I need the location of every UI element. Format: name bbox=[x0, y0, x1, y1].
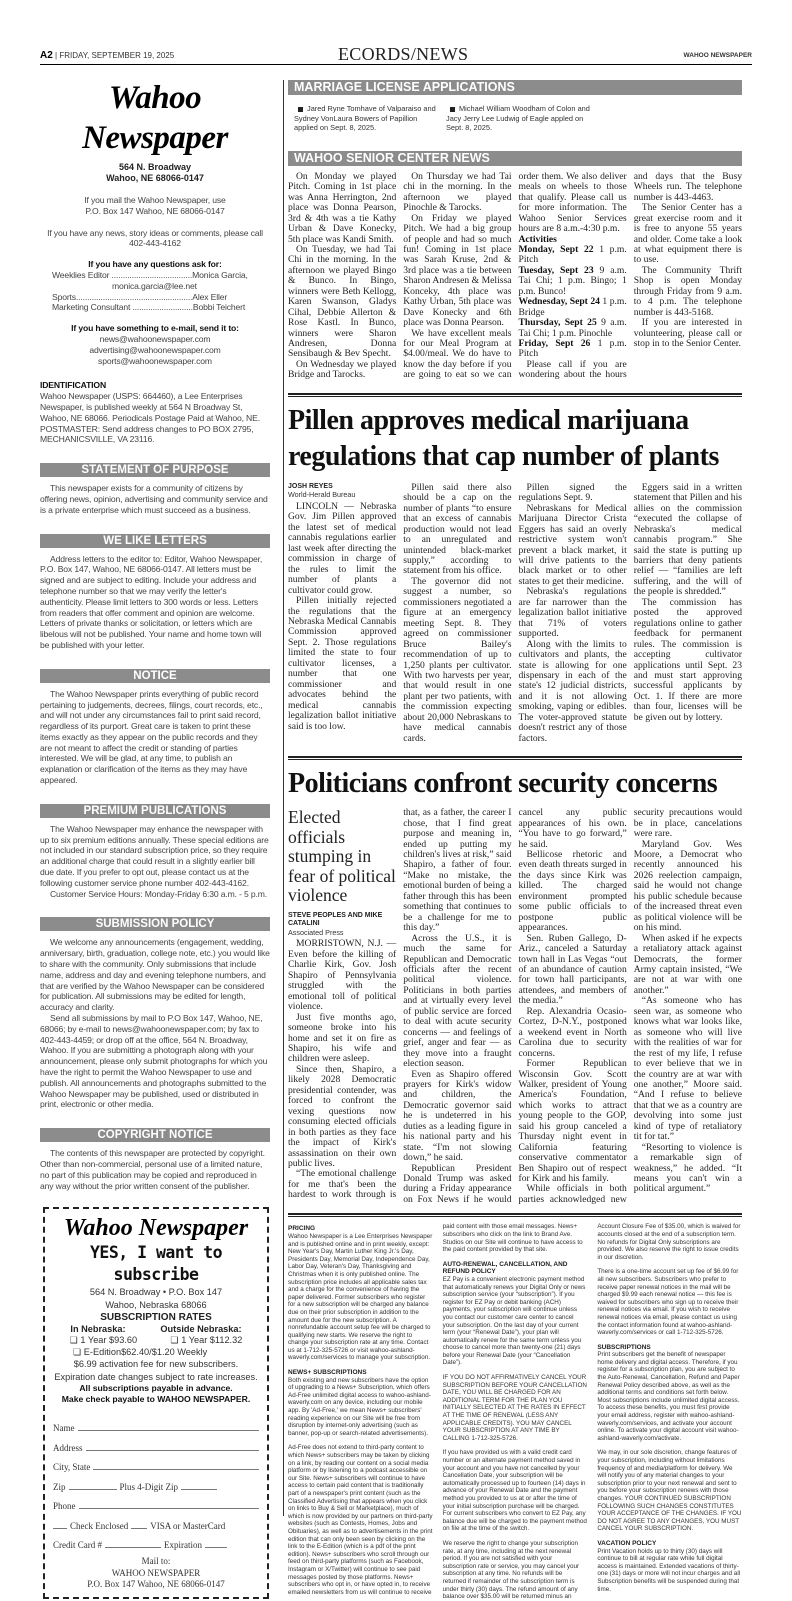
paragraph: Former Republican Wisconsin Gov. Scott Walker, president of Young America's Foundation, which works to attract young people to the GOP, said his group canceled a Thursday night event in California featuring conservative commentator Ben Shapiro out of respect for Kirk and his family. bbox=[518, 1058, 627, 1185]
entry-text: Michael William Woodham of Colon and Jacy Jerry Lee Ludwig of Eagle appled on Sept. 8, 2025. bbox=[446, 104, 590, 133]
politicians-body bbox=[288, 808, 742, 1205]
paragraph bbox=[519, 245, 627, 266]
advance-note: All subscriptions payable in advance. bbox=[79, 1382, 233, 1393]
paragraph: On Thursday we had Tai chi in the morning. In the afternoon we played Pinochle & Tarocks. bbox=[403, 170, 512, 214]
email-heading: If you have something to e-mail, send it to: bbox=[71, 323, 239, 334]
coupon-headline: YES, I want to subscribe bbox=[89, 1243, 223, 1285]
letters-text bbox=[40, 554, 270, 651]
left-column bbox=[40, 78, 270, 1599]
paragraph bbox=[519, 318, 627, 339]
paragraph: Nebraska's regulations are far narrower than the legalization ballot initiative that 71% of voters supported. bbox=[518, 586, 627, 640]
schedule-detail: 1 p.m. Pitch bbox=[518, 243, 627, 266]
politicians-headline bbox=[288, 764, 742, 804]
paragraph: The Wahoo Newspaper may enhance the newspaper with up to six premium editions annually. These special editions are not included in our standard subscription price, so they require an additional charge that could result in a slightly earlier bill due date. If you prefer to opt out, please contact us at the following customer service phone number 402-443-4162. bbox=[40, 823, 269, 888]
pillen-body bbox=[288, 483, 742, 744]
eedition-rate-checkbox[interactable]: ❏ E-Edition$62.40/$1.20 Weekly bbox=[73, 1346, 208, 1357]
section-header-notice: NOTICE bbox=[40, 669, 270, 683]
section-header-copyright: COPYRIGHT NOTICE bbox=[40, 1128, 270, 1142]
schedule-detail: 9 a.m. Tai Chi; 1 p.m. Pinochle bbox=[518, 317, 627, 339]
coupon-logo: Wahoo Newspaper bbox=[63, 1215, 249, 1242]
paragraph: On Tuesday, we had Tai Chi in the morning. In the afternoon we played Bingo & Bunco. In Bingo, winners were Beth Kellogg, Karen Swanson, Gladys Cihal, Debbie Allerton & Rose Kastl. In Bunco, winners were Sharon Andresen, Donna Sensibaugh & Bev Specht. bbox=[288, 243, 397, 360]
section-header-letters: WE LIKE LETTERS bbox=[40, 534, 270, 548]
bullet-icon bbox=[298, 107, 303, 112]
marriage-entry bbox=[294, 104, 438, 133]
mail-to-name: WAHOO NEWSPAPER bbox=[111, 1567, 201, 1578]
policy-paragraph: We may, in our sole discretion, change features of your subscription, including without limitations frequency of and media/platform for delivery. We will notify you of any material changes to your subscription prior to your next renewal and sent to you before your subscription renews with those changes. YOUR CONTINUED SUBSCRIPTION FOLLOWING SUCH CHANGES CONSTITUTES YOUR ACCEPTANCE OF THE CHANGES. IF YOU DO NOT AGREE TO ANY CHANGES, YOU MUST CANCEL YOUR SUBSCRIPTION. bbox=[597, 1449, 742, 1533]
policy-paragraph: If you have provided us with a valid credit card number or an alternate payment method saved in your account and you have not cancelled by your Cancellation Date, your subscription will be automatically processed up to fourteen (14) days in advance of your Renewal Date and the payment method you provided to us at or after the time of your initial subscription purchase will be charged. For current subscribers who convert to EZ Pay, any balance due will be charged to the payment method on file at the time of the switch. bbox=[442, 1449, 587, 1533]
paragraph: Maryland Gov. Wes Moore, a Democrat who recently announced his 2026 reelection campaign, said he would not change his public schedule because of the increased threat even as political violence will be on his mind. bbox=[633, 838, 742, 934]
schedule-day: Tuesday, Sept 23 bbox=[518, 264, 594, 276]
schedule-detail: 1 p.m. Pitch bbox=[518, 338, 627, 360]
policy-paragraph: Print subscribers get the benefit of newspaper home delivery and digital access. Therefore, if you register for a subscription plan, you are subject to the Auto-Renewal, Cancellation, Refund and Paper Renewal Policy described above, as well as the additional terms and conditions set forth below. Most subscriptions include unlimited digital access. To access these benefits, you must first provide your email address, register with wahoo-ashland-waverly.com/services, and activate your account online. To activate your digital account visit wahoo-ashland-waverly.com/activate. bbox=[597, 1351, 740, 1442]
contact bbox=[52, 302, 270, 313]
policy-paragraph: Ad-Free does not extend to third-party content to which News+ subscribers may be taken by clicking on a link, by reading our content on a social media platform or by listening to a podcast accessible on our Site. News+ subscribers will continue to have access to certain paid content that is traditionally part of a newspaper's print content (such as the Classified Advertising that appears when you click on links to Buy & Sell or Marketplace), much of which is now provided by our partners on third-party websites (such as Contests, Homes, Jobs and Obituaries), as well as to advertisements in the print edition that can only been seen by clicking on the link to the E-Edition (which is a pdf of the print edition). News+ subscribers who scroll through our feed on third-party platforms (such as Facebook, Instagram or X/Twitter) will continue to see paid messages posted by those platforms. News+ subscribers who opt in, or have opted in, to receive emailed newsletters from us will continue to receive paid content with those email messages. News+ subscribers who click on the link to Brand Ave. Studios on our Site will continue to have access to the paid content provided by that site. bbox=[288, 1223, 583, 1596]
copyright-text bbox=[40, 1148, 270, 1191]
byline-outlet: Associated Press bbox=[288, 927, 344, 937]
column-divider bbox=[283, 80, 284, 1516]
section-header-submission: SUBMISSION POLICY bbox=[40, 917, 270, 931]
byline-author: STEVE PEOPLES AND MIKE CATALINI bbox=[288, 911, 383, 928]
paragraph: Just five months ago, someone broke into his home and set it on fire as Shapiro, his wife and children were asleep. bbox=[288, 1011, 397, 1065]
policy-heading: AUTO-RENEWAL, CANCELLATION, AND REFUND POLICY bbox=[442, 1260, 568, 1276]
policy-paragraph: There is a one-time account set up fee of $6.99 for all new subscribers. Subscribers who prefer to receive paper renewal notices in the mail will be charged $9.99 each renewal notice — this fee is waived for subscribers who sign up to receive their renewal notices via email. If you wish to receive renewal notices via email, please contact us using the contact information found at wahoo-ashland-waverly.com/services or call 1-712-325-5726. bbox=[597, 1268, 739, 1337]
section-header-purpose: STATEMENT OF PURPOSE bbox=[40, 463, 270, 477]
contact-role: Sports.................................................... bbox=[52, 291, 193, 302]
email-info bbox=[40, 323, 270, 366]
contact-list bbox=[40, 270, 270, 313]
paragraph: Since then, Shapiro, a likely 2028 Democratic presidential contender, was forced to confront the vexing questions now consuming elected officials in both parties as they face the impact of Kirk's assassination on their own public lives. bbox=[288, 1063, 397, 1169]
paragraph: Bellicose rhetoric and even death threats surged in the days since Kirk was killed. The charged environment prompted some public officials to postpone public appearances. bbox=[518, 848, 627, 934]
paragraph: Eggers said in a written statement that Pillen and his allies on the commission “executed the collapse of Nebraska's medical cannabis program.” She said the state is putting up barriers that deny patients relief — “families are left suffering, and the will of the people is shredded.” bbox=[633, 481, 742, 598]
coupon-address: 564 N. Broadway • P.O. Box 147 bbox=[89, 1287, 223, 1298]
check-note: Make check payable to WAHOO NEWSPAPER. bbox=[61, 1394, 251, 1405]
identification bbox=[40, 380, 270, 445]
field-label: Phone bbox=[53, 1501, 76, 1512]
contact-name: monica.garcia@lee.net bbox=[112, 280, 197, 291]
marriage-list bbox=[288, 104, 742, 133]
contact-name: Alex Eller bbox=[192, 291, 228, 302]
paragraph: MORRISTOWN, N.J. — Even before the killing of Charlie Kirk, Gov. Josh Shapiro of Pennsylvania struggled with the emotional toll of political violence. bbox=[288, 938, 397, 1013]
policy-paragraph: Wahoo Newspaper is a Lee Enterprises Newspaper and is published online and in print weekly, except: New Year's Day, Martin Luther King Jr.'s Day, Presidents Day, Memorial Day, Independence Day, Labor Day, Veteran's Day, Thanksgiving and Christmas when it is only published online. The subscription price includes all applicable sales tax and a charge for the convenience of having the paper delivered. Former subscribers who register for a new subscription will be charged any balance due on their prior subscription in addition to the amount due for the new subscription. A nonrefundable account setup fee will be charged to qualifying new starts. We reserve the right to change your subscription rate at any time. Contact us at 1-712-325-5726 or visit wahoo-ashland-waverly.com/services to manage your subscription. bbox=[288, 1232, 433, 1362]
paragraph: The Wahoo Newspaper prints everything of public record pertaining to judgements, decrees, filings, court records, etc., and will not under any circumstances fail to print said record, regardless of its purport. Great care is taken to print these items exactly as they appear on the public records and they are not meant to affect the credit or standing of parties interested. We will be glad, at any time, to publish an explanation or clarification of the items as they may have appeared. bbox=[40, 688, 263, 786]
news-info bbox=[40, 228, 270, 250]
article-divider bbox=[288, 393, 742, 397]
policy-heading: VACATION POLICY bbox=[597, 1539, 657, 1547]
field-label: Name bbox=[53, 1423, 75, 1434]
paragraph: If you are interested in volunteering, please call or stop in to the Senior Center. bbox=[633, 317, 742, 350]
mail-line: If you mail the Wahoo Newspaper, use bbox=[84, 195, 226, 205]
header-divider bbox=[40, 64, 752, 65]
article-divider bbox=[288, 1213, 742, 1217]
mail-line: P.O. Box 147 Wahoo, NE 68066-0147 bbox=[85, 205, 225, 216]
mail-info bbox=[40, 195, 270, 217]
news-phone: 402-443-4162 bbox=[129, 238, 181, 249]
paragraph: The governor did not suggest a number, so commissioners negotiated a figure at an emergency meeting Sept. 8. They agreed on commissioner Bruce Bailey's recommendation of up to 1,250 plants per cultivator. With two harvests per year, that would result in one plant per two patients, with the commission expecting about 20,000 Nebraskans to have medical cannabis cards. bbox=[403, 575, 512, 744]
paragraph: We welcome any announcements (engagement, wedding, anniversary, birth, graduation, college note, etc.) you would like to share with the community. Only submissions that include name, address and day and evening telephone numbers, and that are verified by the Wahoo Newspaper can be considered for publication. All submissions may be edited for length, accuracy and clarity. bbox=[40, 937, 270, 1013]
contacts-heading: If you have any questions ask for: bbox=[88, 259, 222, 270]
address-line: Wahoo, NE 68066-0147 bbox=[106, 173, 204, 183]
headline-line: regulations that cap number of plants bbox=[288, 440, 719, 472]
out-state-label: Outside Nebraska: bbox=[160, 1323, 242, 1334]
masthead-logo: Wahoo Newspaper bbox=[82, 80, 228, 156]
policy-heading: NEWS+ SUBSCRIPTIONS bbox=[288, 1369, 367, 1377]
policy-paragraph: IF YOU DO NOT AFFIRMATIVELY CANCEL YOUR SUBSCRIPTION BEFORE YOUR CANCELLATION DATE, YOU WILL BE CHARGED FOR AN ADDITIONAL TERM FOR THE PLAN YOU INITIALLY SELECTED AT THE RATES IN EFFECT AT THE TIME OF RENEWAL (LESS ANY APPLICABLE CREDITS). YOU MAY CANCEL YOUR SUBSCRIPTION AT ANY TIME BY CALLING 1-712-325-5726. bbox=[442, 1374, 587, 1442]
policy-heading: PRICING bbox=[288, 1225, 316, 1233]
subscription-form bbox=[53, 1414, 259, 1551]
section-header-senior: WAHOO SENIOR CENTER NEWS bbox=[288, 151, 742, 166]
contact bbox=[52, 292, 270, 303]
article-deck: Elected officials stumping in fear of political violence bbox=[288, 807, 396, 906]
paragraph: The Senior Center has a great exercise room and it is free to anyone 55 years and older. Come take a look at what equipment there is to use. bbox=[633, 202, 742, 266]
paragraph: Please call if you are wondering about the hours and days that the Busy Wheels run. The telephone number is 443-4463. bbox=[518, 170, 742, 381]
policy-heading: SUBSCRIPTIONS bbox=[597, 1343, 651, 1351]
mail-to-label: Mail to: bbox=[141, 1556, 171, 1567]
paragraph: On Wednesday we played Bridge and Tarocks. bbox=[288, 358, 397, 381]
section-name: ECORDS/NEWS bbox=[338, 44, 469, 64]
paragraph: When asked if he expects a retaliatory attack against Democrats, the former Army captain insisted, “We are not at war with one another.” bbox=[633, 932, 742, 996]
senior-body bbox=[288, 172, 742, 381]
headline-line: Politicians confront security concerns bbox=[288, 768, 718, 800]
contact-name: Bobbi Teichert bbox=[192, 302, 246, 313]
schedule-day: Monday, Sept 22 bbox=[518, 243, 594, 255]
rates-heading: SUBSCRIPTION RATES bbox=[100, 1311, 212, 1323]
bullet-icon bbox=[450, 107, 455, 112]
page-folio bbox=[40, 50, 174, 61]
headline-line: Pillen approves medical marijuana bbox=[288, 404, 689, 436]
out-state-rate-checkbox[interactable]: ❏ 1 Year $112.32 bbox=[170, 1335, 243, 1346]
schedule-day: Friday, Sept 26 bbox=[518, 338, 591, 350]
news-line: If you have any news, story ideas or comments, please call bbox=[47, 227, 263, 238]
mail-to-address: P.O. Box 147 Wahoo, NE 68066-0147 bbox=[87, 1579, 225, 1590]
byline-outlet: World-Herald Bureau bbox=[288, 490, 356, 500]
right-column bbox=[288, 80, 742, 1601]
paragraph: Pillen signed the regulations Sept. 9. bbox=[518, 481, 627, 504]
in-state-rate-checkbox[interactable]: ❏ 1 Year $93.60 bbox=[69, 1335, 138, 1346]
marriage-entry bbox=[446, 104, 590, 133]
issue-date: FRIDAY, SEPTEMBER 19, 2025 bbox=[59, 51, 175, 60]
page-number: A2 bbox=[40, 50, 53, 61]
pillen-headline bbox=[288, 403, 742, 475]
payment-method-field[interactable] bbox=[53, 1511, 259, 1531]
name-field[interactable] bbox=[53, 1414, 259, 1434]
email-link[interactable]: news@wahoonewspaper.com bbox=[99, 333, 211, 344]
in-state-label: In Nebraska: bbox=[70, 1323, 126, 1334]
paragraph: While officials in both parties acknowledged new security precautions would be in place, cancelations were rare. bbox=[518, 807, 742, 1205]
paragraph: Address letters to the editor to: Editor, Wahoo Newspaper, P.O. Box 147, Wahoo, NE 68066-0147. All letters must be signed and are subject to editing. Include your address and telephone number so that we may verify the letter's authenticity. Please limit letters to 300 words or less. Letters from readers that offer comment and opinion are welcome. Letters of private thanks or solicitation, or letters which are libelous will not be published. Your name and home town will be published with your letter. bbox=[40, 553, 263, 650]
credit-card-field[interactable] bbox=[53, 1531, 259, 1551]
policy-paragraph: Both existing and new subscribers have the option of upgrading to a News+ Subscription, which offers Ad-Free unlimited digital access to wahoo-ashland-waverly.com on any device, including our mobile app. By 'Ad-Free,' we mean News+ subscribers' reading experience on our Site will be free from disruption by internet-only advertising (such as banner, pop-up or search-related advertisements). bbox=[288, 1376, 431, 1437]
mail-to bbox=[53, 1556, 259, 1591]
schedule-detail: 1 p.m. Bridge bbox=[518, 296, 627, 318]
paragraph: Nebraskans for Medical Marijuana Director Crista Eggers has said an overly restrictive system won't prevent a black market, it will drive patients to the black market or to other states to get their medicine. bbox=[518, 502, 627, 587]
premium-text bbox=[40, 824, 270, 900]
contact bbox=[52, 270, 270, 281]
field-label: Zip bbox=[53, 1481, 66, 1492]
email-link[interactable]: advertising@wahoonewspaper.com bbox=[89, 344, 221, 355]
paragraph: The Community Thrift Shop is open Monday through Friday from 9 a.m. to 4 p.m. The telephone number is 443-5168. bbox=[633, 264, 742, 318]
paragraph: Pillen said there also should be a cap on the number of plants “to ensure that an excess of cannabis production would not lead to an unregulated and unintended black-market supply,” according to statement from his office. bbox=[403, 481, 512, 577]
address-field[interactable] bbox=[53, 1433, 259, 1453]
paragraph: LINCOLN — Nebraska Gov. Jim Pillen approved the latest set of medical cannabis regulations earlier last week after directing the commission in charge of the rules to limit the number of plants a cultivator could grow. bbox=[288, 501, 397, 596]
paragraph: Even as Shapiro offered prayers for Kirk's widow and children, the Democratic governor said he is undeterred in his duties as a leading figure in his national party and his state. “I'm not slowing down,” he said. bbox=[403, 1068, 512, 1164]
paragraph: On Friday we played Pitch. We had a big group of people and had so much fun! Coming in 1st place was Sarah Kruse, 2nd & 3rd place was a tie between Sharon Andresen & Melissa Konceky, 4th place was Kathy Urban, 5th place was Dave Konecky and 6th place was Donna Pearson. bbox=[403, 212, 512, 329]
identification-text: Wahoo Newspaper (USPS: 664460), a Lee Enterprises Newspaper, is published weekly at 564 N Broadway St, Wahoo, NE 68066. Periodicals Postage Paid at Wahoo, NE. POSTMASTER: Send address changes to PO BOX 2795, MECHANICSVILLE, VA 23116. bbox=[40, 391, 260, 445]
paragraph: Sen. Ruben Gallego, D-Ariz., canceled a Saturday town hall in Las Vegas “out of an abundance of caution for town hall participants, attendees, and members of the media.” bbox=[518, 932, 627, 1007]
field-label: Expiration bbox=[164, 1540, 202, 1551]
masthead-address bbox=[40, 162, 270, 184]
submission-text bbox=[40, 937, 270, 1110]
paragraph: We have excellent meals for our Meal Program at $4.00/meal. We do have to know the day before if you are going to eat so we can order them. We also deliver meals on wheels to those that qualify. Please call us for more information. The Wahoo Senior Services hours are 8 a.m.-4:30 p.m. bbox=[403, 170, 627, 381]
policy-paragraph: EZ Pay is a convenient electronic payment method that automatically renews your Digital Only or news subscription service (your “subscription”). If you register for EZ Pay or debit banking (ACH) payments, your subscription will continue unless you contact our customer care center to cancel your subscription. On the last day of your current term (your “Renewal Date”), your plan will automatically renew for the same term unless you choose to cancel more than twenty-one (21) days before your Renewal Date (your “Cancellation Date”). bbox=[442, 1275, 586, 1367]
byline-author: JOSH REYES bbox=[288, 482, 333, 490]
article-divider bbox=[288, 756, 742, 760]
field-label: City, State bbox=[53, 1462, 91, 1473]
contact-name: Monica Garcia, bbox=[192, 269, 248, 280]
city-state-field[interactable] bbox=[53, 1453, 259, 1473]
field-label: Plus 4-Digit Zip bbox=[119, 1481, 179, 1492]
email-list bbox=[40, 334, 270, 366]
paragraph: Along with the limits to cultivators and plants, the state is allowing for one dispensary in each of the state's 12 judicial districts, and it is not allowing smoking, vaping or edibles. The voter-approved statute doesn't restrict any of those factors. bbox=[518, 638, 627, 744]
expiration-note: Expiration date changes subject to rate increases. bbox=[54, 1371, 258, 1382]
contact bbox=[52, 281, 270, 292]
paragraph: “Resorting to violence is a remarkable sign of weakness,” he added. “It means you can't win a political argument.” bbox=[633, 1141, 742, 1195]
contact-role: Marketing Consultant ........................... bbox=[52, 302, 193, 313]
section-header-marriage: MARRIAGE LICENSE APPLICATIONS bbox=[288, 80, 742, 95]
paragraph: Send all submissions by mail to P.O Box 147, Wahoo, NE, 68066; by e-mail to news@wahoonewspaper.com; by fax to 402-443-4459; or drop off at the office, 564 N. Broadway, Wahoo. If you are submitting a photograph along with your announcement, please only submit photographs for which you have the right to permit the Wahoo Newspaper to use and publish. All announcements and photographs submitted to the Wahoo Newspaper may be published, used or distributed in print, electronic or other media. bbox=[40, 1013, 268, 1110]
schedule-day: Activities bbox=[518, 233, 557, 245]
field-label: VISA or MasterCard bbox=[150, 1520, 226, 1531]
paragraph: “The emotional challenge for me that's been the hardest to work through is that, as a father, the career I chose, that I find great purpose and meaning in, ended up putting my children's lives at risk,” said Shapiro, a father of four. “Make no mistake, the emotional burden of being a father through this has been something that continues to be a challenge for me to this day.” bbox=[288, 807, 512, 1201]
pillen-paragraphs bbox=[288, 483, 742, 744]
phone-field[interactable] bbox=[53, 1492, 259, 1512]
identification-heading: IDENTIFICATION bbox=[40, 380, 107, 391]
subscription-policies bbox=[288, 1223, 742, 1600]
paragraph: Rep. Alexandria Ocasio-Cortez, D-N.Y., postponed a weekend event in North Carolina due to security concerns. bbox=[518, 1005, 627, 1059]
paragraph: Pillen initially rejected the regulations that the Nebraska Medical Cannabis Commission approved Sept. 2. Those regulations limited the state to four cultivator licenses, a number that one commissioner and advocates behind the medical cannabis legalization ballot initiative said is too low. bbox=[288, 595, 397, 732]
schedule-day: Wednesday, Sept 24 bbox=[518, 296, 600, 308]
purpose-text bbox=[40, 483, 270, 515]
paragraph bbox=[519, 339, 627, 360]
paragraph: Across the U.S., it is much the same for Republican and Democratic officials after the recent political violence. Politicians in both parties and at virtually every level of public service are forced to deal with acute security concerns — and feelings of grief, anger and fear — as they move into a fraught election season. bbox=[403, 932, 512, 1070]
paper-name: WAHOO NEWSPAPER bbox=[683, 52, 752, 59]
email-link[interactable]: sports@wahoonewspaper.com bbox=[98, 355, 212, 366]
paragraph bbox=[519, 266, 627, 297]
activation-fee: $6.99 activation fee for new subscribers. bbox=[73, 1359, 239, 1370]
paragraph: This newspaper exists for a community of citizens by offering news, opinion, advertising and community service and is a private enterprise which must succeed as a business. bbox=[40, 483, 268, 515]
paragraph: The contents of this newspaper are protected by copyright. Other than non-commercial, personal use of a limited nature, no part of this publication may be copied and reproduced in any way without the prior written consent of the publisher. bbox=[40, 1148, 265, 1191]
paragraph: “As someone who has seen war, as someone who knows what war looks like, as someone who will live with the realities of war for the rest of my life, I refuse to ever believe that we in the country are at war with one another,” Moore said. “And I refuse to believe that that we as a country are devolving into some just kind of type of retaliatory tit for tat.” bbox=[633, 995, 742, 1143]
coupon-address: Wahoo, Nebraska 68066 bbox=[105, 1299, 207, 1310]
policy-paragraph: Print Vacation holds up to thirty (30) days will continue to bill at regular rate while full digital access is maintained. Extended vacations of thirty-one (31) days or more will not incur charges and all Subscription benefits will be suspended during that time. bbox=[597, 1547, 741, 1593]
address-line: 564 N. Broadway bbox=[118, 162, 192, 172]
contacts bbox=[40, 259, 270, 313]
paragraph: The commission has posted the approved regulations online to gather feedback for permanent rules. The commission is accepting cultivator applications until Sept. 23 and must start approving successful applicants by Oct. 1. If there are more than four, licenses will be be given out by lottery. bbox=[633, 596, 742, 723]
contact-role: Weeklies Editor .................................... bbox=[52, 269, 193, 280]
section-header-premium: PREMIUM PUBLICATIONS bbox=[40, 804, 270, 818]
zip-field[interactable] bbox=[53, 1472, 259, 1492]
policy-paragraph: We reserve the right to change your subscription rate, at any time, including at the next renewal period. If you are not satisfied with your subscription rate or service, you may cancel your subscription at any time. No refunds will be returned if remainder of the subscription term is under thirty (30) days. The refund amount of any balance over $35.00 will be returned minus an Account Closure Fee of $35.00, which is waived for accounts closed at the end of a subscription term. No refunds for Digital Only subscriptions are provided. We also reserve the right to issue credits in our discretion. bbox=[442, 1223, 741, 1601]
separator: | bbox=[55, 51, 58, 60]
entry-text: Jared Ryne Tomhave of Valparaiso and Sydney VonLaura Bowers of Papillion applied on Sept. 8, 2025. bbox=[294, 104, 436, 133]
paragraph: On Monday we played Pitch. Coming in 1st place was Anna Herrington, 2nd place was Donna Pearson, 3rd & 4th was a tie Kathy Urban & Dave Konecky, 5th place was Kandi Smith. bbox=[288, 170, 397, 245]
paragraph: Republican President Donald Trump was asked during a Friday appearance on Fox News if he would cancel any public appearances of his own. “You have to go forward,” he said. bbox=[403, 807, 627, 1205]
subscription-coupon bbox=[43, 1207, 269, 1598]
field-label: Address bbox=[53, 1442, 83, 1453]
schedule-day: Thursday, Sept 25 bbox=[518, 317, 597, 329]
field-label: Credit Card # bbox=[53, 1540, 102, 1551]
notice-text bbox=[40, 689, 270, 786]
paragraph: Customer Service Hours: Monday-Friday 6:30 a.m. - 5 p.m. bbox=[50, 888, 268, 899]
field-label: Check Enclosed bbox=[70, 1520, 129, 1531]
schedule-detail: 9 a.m. Tai Chi; 1 p.m. Bingo; 1 p.m. Bunco! bbox=[518, 264, 627, 297]
paragraph bbox=[519, 297, 627, 318]
